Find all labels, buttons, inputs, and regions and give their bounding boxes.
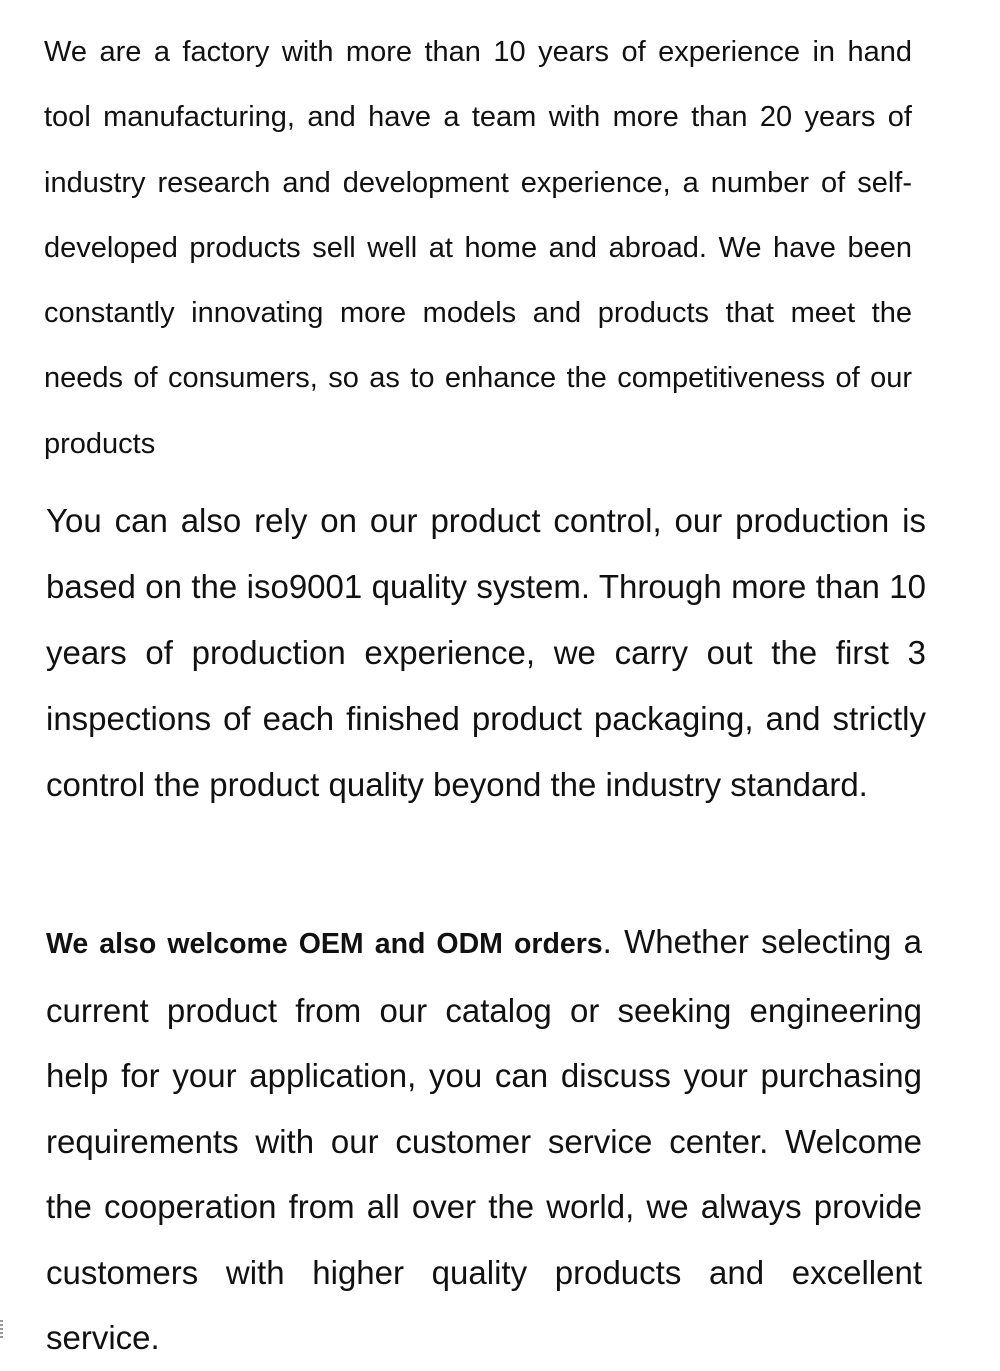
paragraph-factory-experience: We are a factory with more than 10 years of experience in hand tool manufacturing, and have a team with more than 20 years of industry research and development experience, a number of self-developed products sell well at home and abroad. We have been constantly innovating more models and products that meet the needs of consumers, so as to enhance the competitiveness of our products [44,36,912,460]
oem-odm-lead-text: We also welcome OEM and ODM orders [46,928,603,960]
paragraph-oem-odm [46,909,922,1371]
oem-odm-body-text: . Whether selecting a current product from our catalog or seeking engineering help for your application, you can discuss your purchasing requirements with our customer service center. Welcome the cooperation from all over the world, we always provide customers with higher quality products and excellent service. [46,923,922,1356]
margin-marker [0,1320,3,1338]
paragraph-product-control: You can also rely on our product control, our production is based on the iso9001 quality system. Through more than 10 years of production experience, we carry out the first 3 inspections of each finished product packaging, and strictly control the product quality beyond the industry standard. [46,502,926,803]
